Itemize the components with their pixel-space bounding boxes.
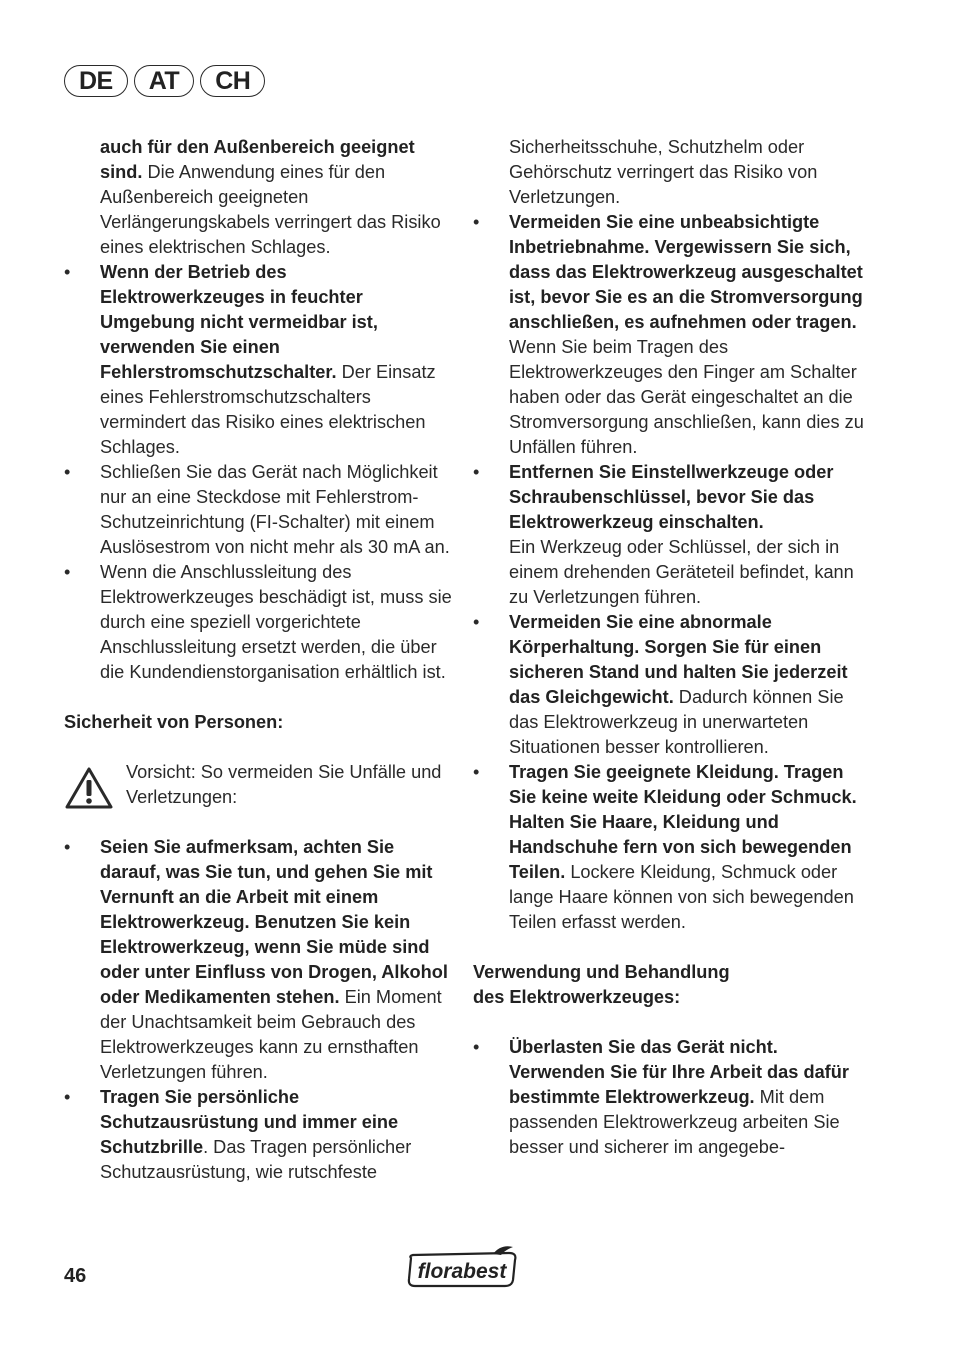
badge-ch: CH	[200, 65, 265, 97]
section-heading-personal-safety: Sicherheit von Personen:	[64, 712, 284, 732]
badge-at: AT	[134, 65, 194, 97]
list-item: • Vermeiden Sie eine abnormale Körperhaltung. Sorgen Sie für einen sicheren Stand und halten Sie jederzeit das Gleichgewicht. Dadurch können Sie das Elektrowerkzeug in unerwarteten Situationen besser kontrollieren.	[473, 612, 848, 757]
warning-triangle-icon	[64, 766, 114, 810]
bullet: •	[64, 262, 71, 282]
bullet: •	[473, 612, 480, 632]
bullet: •	[64, 837, 71, 857]
bullet: •	[473, 1037, 480, 1057]
intro-paragraph: auch für den Außenbereich geeignet sind. Die Anwendung eines für den Außenbereich geeigneten Verlängerungskabels verringert das Risiko eines elektrischen Schlages.	[100, 137, 441, 257]
list-item: • Tragen Sie geeignete Kleidung. Tragen Sie keine weite Kleidung oder Schmuck. Halten Sie Haare, Kleidung und Handschuhe fern von sich bewegenden Teilen. Lockere Kleidung, Schmuck oder lange Haare können von sich bewegenden Teilen erfasst werden.	[473, 762, 857, 932]
language-badges	[64, 65, 265, 97]
bullet: •	[64, 1087, 71, 1107]
list-item: • Schließen Sie das Gerät nach Möglichkeit nur an eine Steckdose mit Fehlerstrom-Schutzeinrichtung (FI-Schalter) mit einem Auslösestrom von nicht mehr als 30 mA an.	[64, 462, 450, 557]
list-item: • Entfernen Sie Einstellwerkzeuge oder Schraubenschlüssel, bevor Sie das Elektrowerkzeug einschalten. Ein Werkzeug oder Schlüssel, der sich in einem drehenden Geräteteil befindet, kann zu Verletzungen führen.	[473, 462, 854, 607]
continuation-paragraph: Sicherheitsschuhe, Schutzhelm oder Gehörschutz verringert das Risiko von Verletzungen.	[509, 137, 818, 207]
warning-text: Vorsicht: So vermeiden Sie Unfälle und Verletzungen:	[126, 762, 442, 807]
svg-text:florabest: florabest	[417, 1260, 507, 1283]
right-column	[473, 135, 873, 1160]
list-item: • Tragen Sie persönliche Schutzausrüstung und immer eine Schutzbrille. Das Tragen persönlicher Schutzausrüstung, wie rutschfeste	[64, 1087, 412, 1182]
section-heading-tool-use: Verwendung und Behandlung des Elektrowerkzeuges:	[473, 962, 730, 1007]
badge-de: DE	[64, 65, 128, 97]
bullet: •	[473, 462, 480, 482]
bullet: •	[64, 462, 71, 482]
bullet: •	[473, 762, 480, 782]
florabest-logo	[405, 1246, 521, 1290]
warning-block	[64, 760, 454, 810]
list-item: • Wenn der Betrieb des Elektrowerkzeuges in feuchter Umgebung nicht vermeidbar ist, verwenden Sie einen Fehlerstromschutzschalter. Der Einsatz eines Fehlerstromschutzschalters vermindert das Risiko eines elektrischen Schlages.	[64, 262, 436, 457]
list-item: • Vermeiden Sie eine unbeabsichtigte Inbetriebnahme. Vergewissern Sie sich, dass das Elektrowerkzeug ausgeschaltet ist, bevor Sie es an die Stromversorgung anschließen, es aufnehmen oder tragen. Wenn Sie beim Tragen des Elektrowerkzeuges den Finger am Schalter haben oder das Gerät eingeschaltet an die Stromversorgung anschließen, kann dies zu Unfällen führen.	[473, 212, 864, 457]
list-item: • Wenn die Anschlussleitung des Elektrowerkzeuges beschädigt ist, muss sie durch eine speziell vorgerichtete Anschlussleitung ersetzt werden, die über die Kundendienstorganisation erhältlich ist.	[64, 562, 452, 682]
left-column	[64, 135, 454, 1185]
list-item: • Überlasten Sie das Gerät nicht. Verwenden Sie für Ihre Arbeit das dafür bestimmte Elektrowerkzeug. Mit dem passenden Elektrowerkzeug arbeiten Sie besser und sicherer im angegebe-	[473, 1037, 849, 1157]
list-item: • Seien Sie aufmerksam, achten Sie darauf, was Sie tun, und gehen Sie mit Vernunft an die Arbeit mit einem Elektrowerkzeug. Benutzen Sie kein Elektrowerkzeug, wenn Sie müde sind oder unter Einfluss von Drogen, Alkohol oder Medikamenten stehen. Ein Moment der Unachtsamkeit beim Gebrauch des Elektrowerkzeuges kann zu ernsthaften Verletzungen führen.	[64, 837, 448, 1082]
bullet: •	[473, 212, 480, 232]
bullet: •	[64, 562, 71, 582]
page-number: 46	[64, 1265, 87, 1287]
